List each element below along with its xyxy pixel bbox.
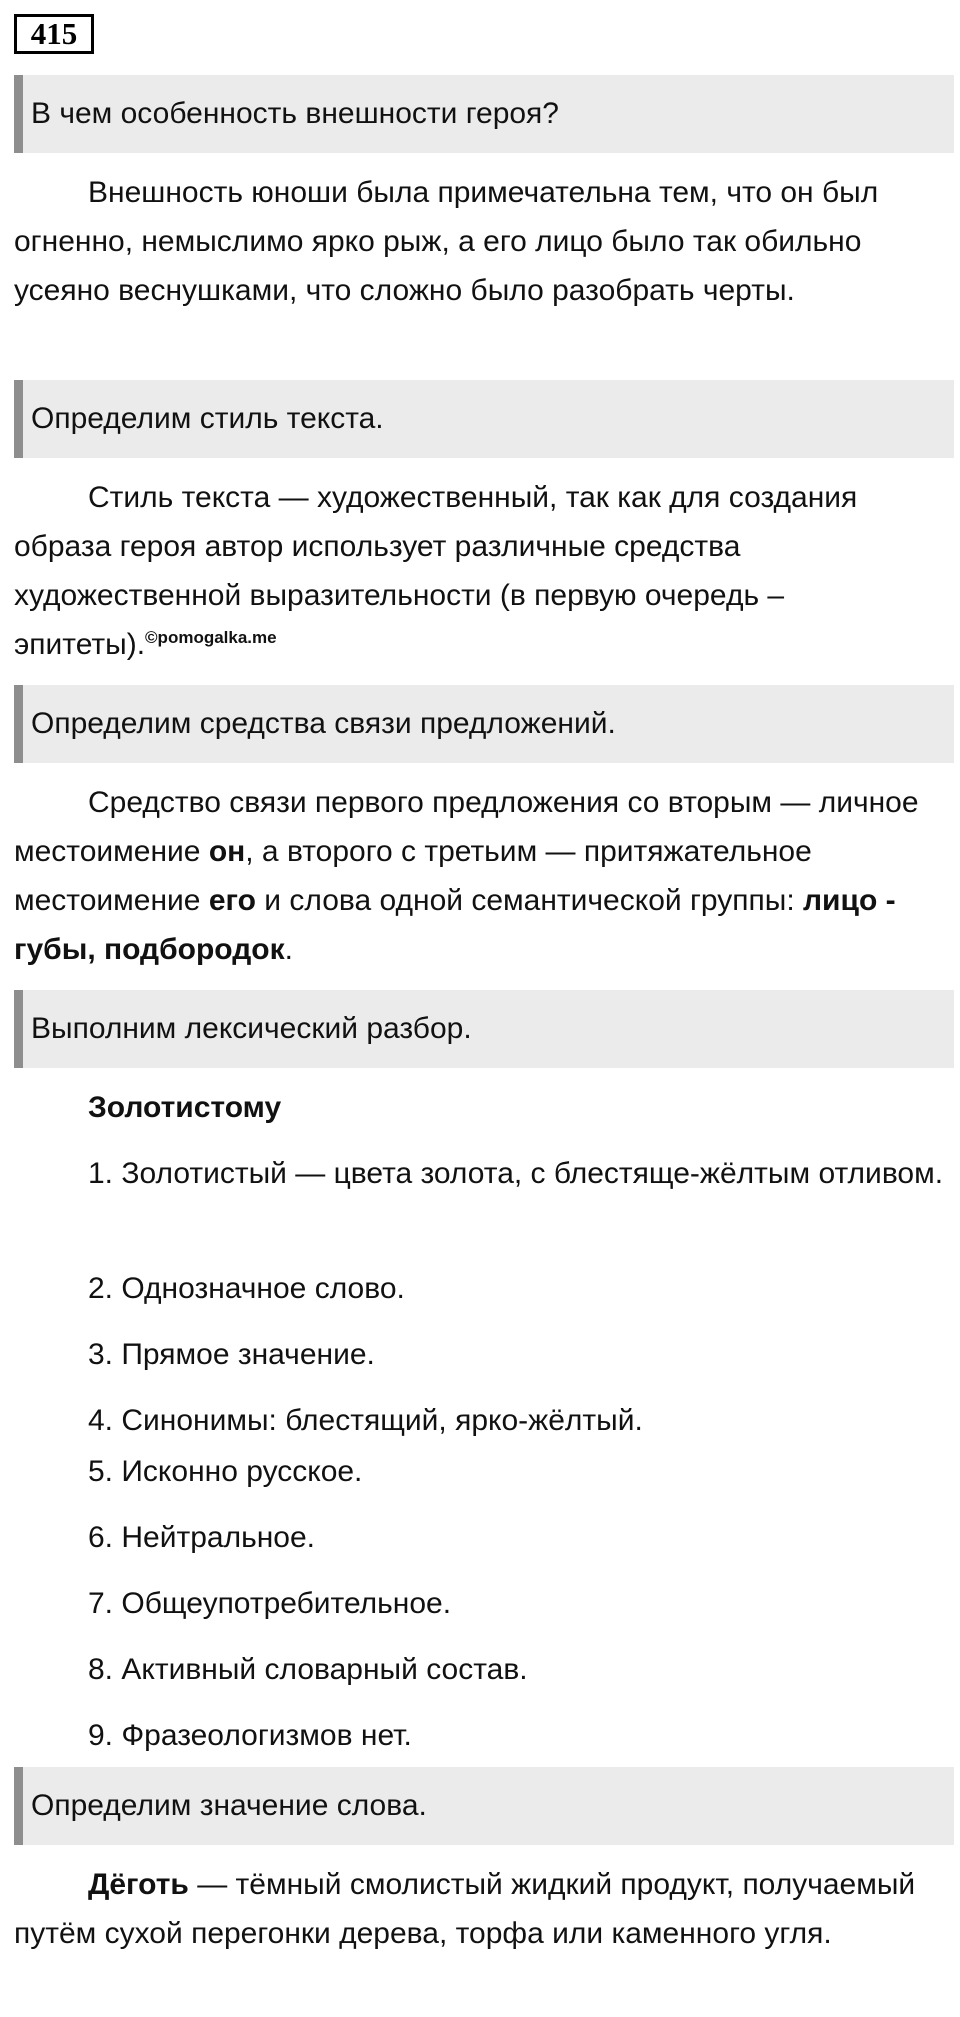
paragraph-links — [14, 778, 954, 974]
section-heading-lexical: Выполним лексический разбор. — [14, 990, 954, 1068]
lexical-item-9: 9. Фразеологизмов нет. — [88, 1719, 412, 1752]
lexical-item-3: 3. Прямое значение. — [88, 1338, 375, 1371]
links-text-4: . — [284, 933, 293, 966]
task-number: 415 — [14, 14, 94, 54]
paragraph-style-text: Стиль текста — художественный, так как для создания образа героя автор использует различные средства художественной выразительности (в первую очередь – эпитеты). — [14, 481, 858, 661]
analyzed-word: Золотистому — [88, 1091, 282, 1124]
links-text-2: , а второго с третьим — притяжательное местоимение — [14, 835, 812, 917]
semantic-group-words: лицо - губы, подбородок — [14, 884, 896, 966]
lexical-item-1: 1. Золотистый — цвета золота, с блестяще-жёлтым отливом. — [88, 1157, 944, 1190]
lexical-item-7: 7. Общеупотребительное. — [88, 1587, 452, 1620]
section-heading-style: Определим стиль текста. — [14, 380, 954, 458]
section-heading-appearance: В чем особенность внешности героя? — [14, 75, 954, 153]
defined-term: Дёготь — [88, 1868, 189, 1901]
lexical-item-8: 8. Активный словарный состав. — [88, 1653, 528, 1686]
watermark: ©pomogalka.me — [145, 628, 277, 647]
paragraph-style — [14, 473, 954, 669]
lexical-item-2: 2. Однозначное слово. — [88, 1272, 405, 1305]
links-text-1: Средство связи первого предложения со вторым — личное местоимение — [14, 786, 919, 868]
lexical-item-5: 5. Исконно русское. — [88, 1455, 363, 1488]
links-text-3: и слова одной семантической группы: — [255, 884, 803, 917]
paragraph-appearance: Внешность юноши была примечательна тем, что он был огненно, немыслимо ярко рыж, а его лицо было так обильно усеяно веснушками, что сложно было разобрать черты. — [14, 176, 879, 307]
lexical-item-6: 6. Нейтральное. — [88, 1521, 315, 1554]
term-definition: — тёмный смолистый жидкий продукт, получаемый путём сухой перегонки дерева, торфа или каменного угля. — [14, 1868, 916, 1950]
section-heading-links: Определим средства связи предложений. — [14, 685, 954, 763]
pronoun-ego: его — [208, 884, 256, 917]
pronoun-on: он — [208, 835, 246, 868]
lexical-item-4: 4. Синонимы: блестящий, ярко-жёлтый. — [88, 1404, 643, 1437]
paragraph-meaning — [14, 1860, 954, 1958]
section-heading-meaning: Определим значение слова. — [14, 1767, 954, 1845]
